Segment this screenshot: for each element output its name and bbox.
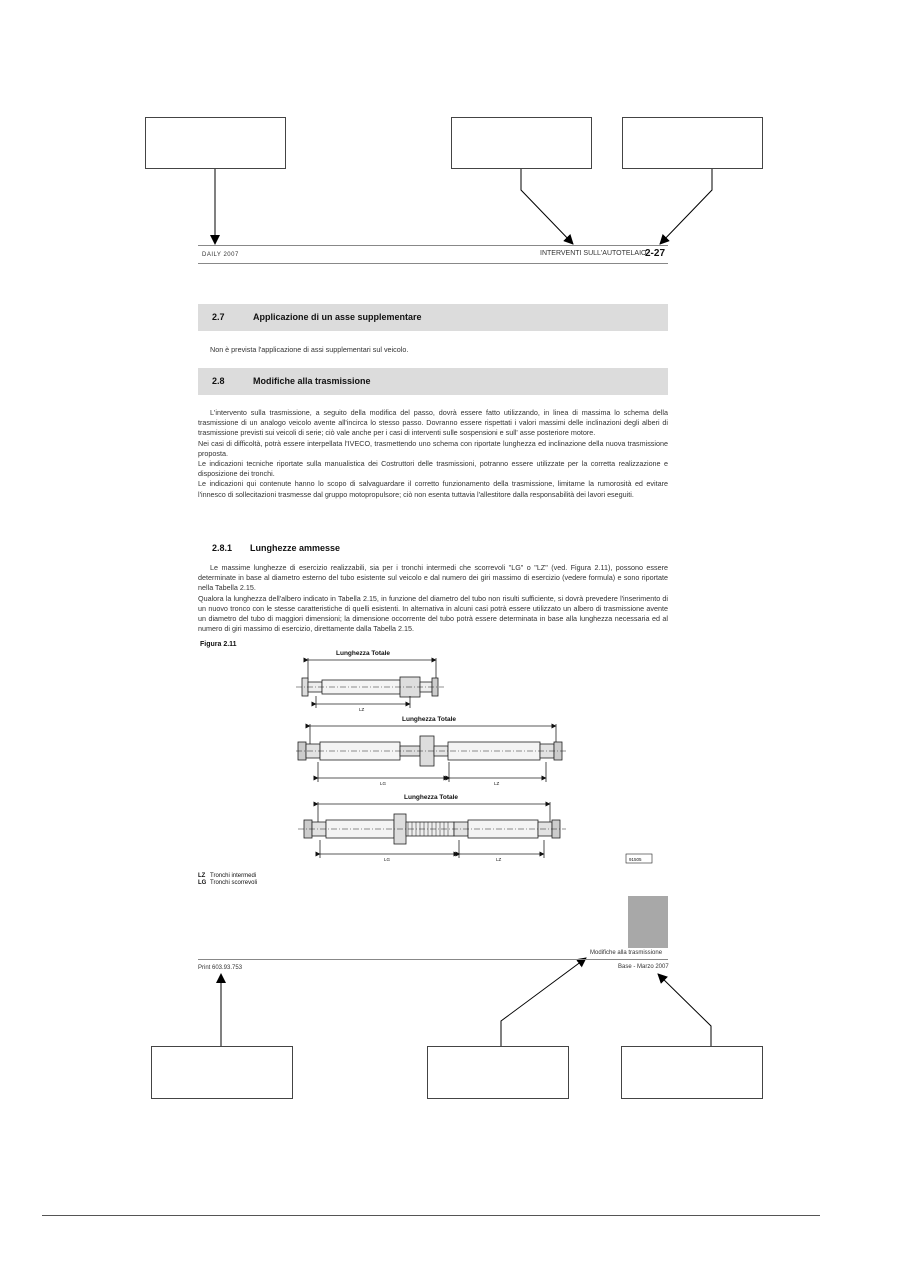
lg-label-3: LG	[384, 857, 391, 862]
paragraph: Qualora la lunghezza dell'albero indicato in Tabella 2.15, in funzione del diametro del tubo non risulti sufficiente, si dovrà prevedere l'inserimento di un nuovo tronco con le stesse caratteristiche di quelli esistenti. In alternativa in alcuni casi potrà essere utilizzato un albero di trasmissione avente un diametro del tubo di maggiori dimensioni; la dimensione occorrente del tubo potrà essere determinata in base alla lunghezza necessaria ed al numero di giri massimo di esercizio, direttamente dalla Tabella 2.15.	[198, 593, 668, 634]
section-2-8-heading	[198, 368, 668, 395]
header-model: DAILY 2007	[202, 252, 239, 258]
paragraph: L'intervento sulla trasmissione, a seguito della modifica del passo, dovrà essere fatto utilizzando, in linea di massima lo schema della trasmissione di un analogo veicolo avente all'incirca lo stesso passo. Dovranno essere rispettati i valori massimi delle inclinazioni degli alberi di trasmissione previsti sui veicoli di serie; ciò vale anche per i casi di interventi sulle sospensioni e sull' asse posteriore motore.	[198, 408, 668, 438]
driveshaft-2	[296, 724, 566, 782]
driveshaft-1	[296, 658, 444, 708]
lz-label-2: LZ	[494, 781, 500, 786]
footer-print-code: Print 603.93.753	[198, 965, 243, 971]
arrow-bottom-center	[501, 958, 586, 1046]
figure-label: Figura 2.11	[200, 641, 237, 648]
figure-legend	[198, 873, 257, 887]
paragraph: Le indicazioni qui contenute hanno lo scopo di salvaguardare il corretto funzionamento della trasmissione, limitarne la rumorosità ed evitare l'innesco di sollecitazioni trasmesse dal gruppo motopropulsore; ciò non esenta tuttavia l'allestitore dalla responsabilità dei lavori eseguiti.	[198, 479, 668, 499]
legend-text: Tronchi intermedi	[210, 873, 257, 879]
driveshaft-drawing	[296, 644, 658, 866]
callout-box-bottom-left	[151, 1046, 293, 1099]
total-length-label-3: Lunghezza Totale	[404, 794, 459, 801]
section-2-8-1-body	[198, 563, 668, 634]
section-number: 2.7	[212, 312, 225, 322]
subsection-title: Lunghezze ammesse	[250, 543, 341, 553]
paragraph: Non è prevista l'applicazione di assi supplementari sul veicolo.	[210, 345, 409, 354]
chapter-tab	[628, 896, 668, 948]
section-2-7-heading	[198, 304, 668, 331]
page-bottom-rule	[42, 1215, 820, 1216]
legend-code: LG	[198, 880, 207, 886]
header-rule-bottom	[198, 263, 668, 264]
footer-edition: Base - Marzo 2007	[618, 964, 669, 970]
lz-label-1: LZ	[359, 707, 365, 712]
section-2-8-body	[198, 408, 668, 500]
paragraph: Le massime lunghezze di esercizio realizzabili, sia per i tronchi intermedi che scorrevoli "LG" o "LZ" (ved. Figura 2.11), possono essere determinate in base al diametro esterno del tubo esistente sul veicolo e dal numero dei giri massimo di esercizio (vedere formula) e sono riportate nella Tabella 2.15.	[198, 563, 668, 593]
footer-section-name: Modifiche alla trasmissione	[590, 950, 663, 956]
section-title: Applicazione di un asse supplementare	[253, 312, 422, 322]
legend-item	[198, 873, 257, 880]
header-rule-top	[198, 245, 668, 246]
total-length-label-2: Lunghezza Totale	[402, 716, 457, 723]
legend-text: Tronchi scorrevoli	[210, 880, 258, 886]
legend-item	[198, 880, 257, 887]
callout-box-top-right	[622, 117, 763, 169]
callout-box-bottom-center	[427, 1046, 569, 1099]
arrow-top-right	[660, 169, 712, 244]
header-page-number: 2-27	[645, 248, 666, 259]
footer-rule	[198, 959, 668, 960]
arrow-bottom-right	[658, 974, 711, 1046]
section-number: 2.8	[212, 376, 225, 386]
subsection-number: 2.8.1	[212, 543, 233, 553]
section-2-7-text	[210, 345, 668, 355]
legend-code: LZ	[198, 873, 206, 879]
figure-ref-code: 91505	[629, 857, 642, 862]
header-chapter: INTERVENTI SULL'AUTOTELAIO	[540, 250, 647, 257]
total-length-label-1: Lunghezza Totale	[336, 650, 391, 657]
callout-box-top-left	[145, 117, 286, 169]
driveshaft-3	[298, 802, 566, 858]
arrow-top-center	[521, 169, 573, 244]
lg-label-2: LG	[380, 781, 387, 786]
callout-box-top-center	[451, 117, 592, 169]
section-title: Modifiche alla trasmissione	[253, 376, 371, 386]
paragraph: Le indicazioni tecniche riportate sulla manualistica dei Costruttori delle trasmissioni, potranno essere utilizzate per la corretta realizzazione e disposizione dei tronchi.	[198, 459, 668, 479]
paragraph: Nei casi di difficoltà, potrà essere interpellata l'IVECO, trasmettendo uno schema con riportate lunghezza ed inclinazione della nuova trasmissione proposta.	[198, 438, 668, 458]
callout-box-bottom-right	[621, 1046, 763, 1099]
lz-label-3: LZ	[496, 857, 502, 862]
